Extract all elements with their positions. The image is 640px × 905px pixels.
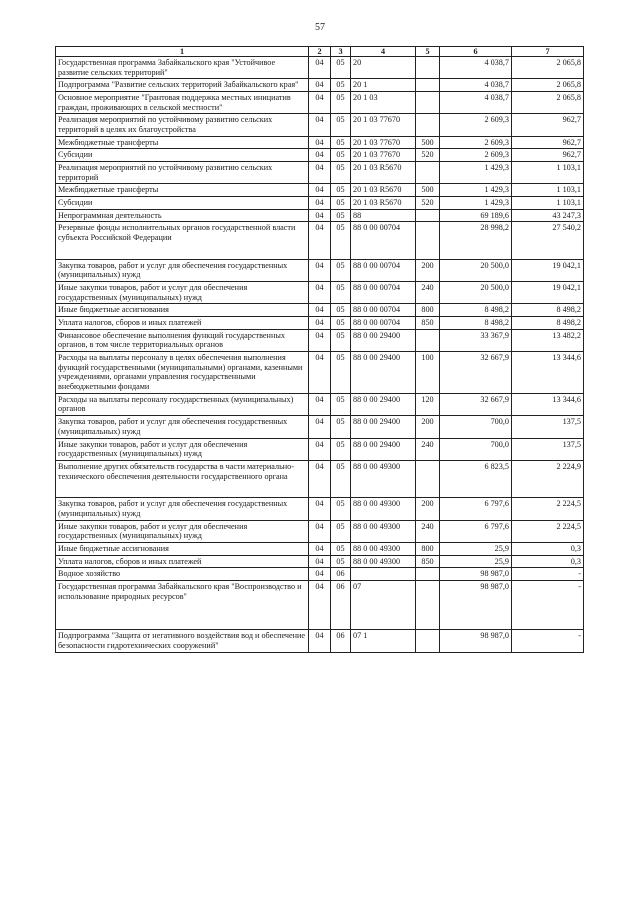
cell-subsection: 05	[331, 460, 351, 497]
table-row	[56, 57, 584, 79]
table-row	[56, 222, 584, 259]
table-row	[56, 162, 584, 184]
cell-name: Реализация мероприятий по устойчивому развитию сельских территорий	[56, 162, 309, 184]
cell-amount-1: 20 500,0	[440, 282, 512, 304]
cell-target-article: 20	[351, 57, 416, 79]
cell-section: 04	[309, 438, 331, 460]
cell-target-article: 88 0 00 00704	[351, 282, 416, 304]
cell-subsection: 05	[331, 329, 351, 351]
cell-expense-type	[416, 57, 440, 79]
table-row	[56, 329, 584, 351]
cell-section: 04	[309, 520, 331, 542]
cell-section: 04	[309, 259, 331, 281]
header-col-2: 2	[309, 47, 331, 57]
cell-amount-2: 8 498,2	[512, 317, 584, 330]
cell-expense-type: 120	[416, 393, 440, 415]
cell-amount-2: 2 065,8	[512, 92, 584, 114]
cell-section: 04	[309, 282, 331, 304]
cell-section: 04	[309, 460, 331, 497]
cell-expense-type	[416, 630, 440, 652]
cell-expense-type: 850	[416, 555, 440, 568]
table-row	[56, 92, 584, 114]
header-row	[56, 47, 584, 57]
table-row	[56, 209, 584, 222]
cell-expense-type: 800	[416, 542, 440, 555]
cell-subsection: 05	[331, 555, 351, 568]
cell-amount-1: 98 987,0	[440, 580, 512, 629]
cell-target-article: 88 0 00 49300	[351, 542, 416, 555]
cell-section: 04	[309, 92, 331, 114]
cell-target-article	[351, 568, 416, 581]
cell-subsection: 05	[331, 520, 351, 542]
cell-target-article: 20 1	[351, 79, 416, 92]
cell-expense-type	[416, 92, 440, 114]
cell-subsection: 05	[331, 393, 351, 415]
cell-name: Закупка товаров, работ и услуг для обеспечения государственных (муниципальных) нужд	[56, 259, 309, 281]
cell-amount-2: 2 065,8	[512, 79, 584, 92]
cell-section: 04	[309, 184, 331, 197]
cell-amount-1: 32 667,9	[440, 393, 512, 415]
cell-name: Закупка товаров, работ и услуг для обеспечения государственных (муниципальных) нужд	[56, 498, 309, 520]
cell-amount-1: 1 429,3	[440, 184, 512, 197]
cell-subsection: 05	[331, 317, 351, 330]
cell-name: Выполнение других обязательств государства в части материально-технического обеспечения деятельности государственного органа	[56, 460, 309, 497]
cell-subsection: 05	[331, 149, 351, 162]
cell-target-article: 88 0 00 00704	[351, 317, 416, 330]
cell-amount-1: 6 797,6	[440, 520, 512, 542]
header-col-1: 1	[56, 47, 309, 57]
cell-expense-type: 100	[416, 352, 440, 394]
cell-subsection: 05	[331, 57, 351, 79]
cell-amount-2: 2 224,5	[512, 520, 584, 542]
cell-amount-2: 2 065,8	[512, 57, 584, 79]
table-row	[56, 317, 584, 330]
cell-amount-2: 19 042,1	[512, 282, 584, 304]
cell-name: Уплата налогов, сборов и иных платежей	[56, 317, 309, 330]
table-row	[56, 542, 584, 555]
cell-expense-type	[416, 114, 440, 136]
cell-amount-2: 137,5	[512, 416, 584, 438]
cell-amount-2: 13 344,6	[512, 352, 584, 394]
cell-expense-type	[416, 79, 440, 92]
cell-section: 04	[309, 393, 331, 415]
cell-target-article: 88 0 00 49300	[351, 555, 416, 568]
cell-amount-2: -	[512, 568, 584, 581]
cell-name: Резервные фонды исполнительных органов государственной власти субъекта Российской Федерации	[56, 222, 309, 259]
cell-amount-1: 700,0	[440, 416, 512, 438]
cell-expense-type	[416, 222, 440, 259]
cell-amount-2: 962,7	[512, 136, 584, 149]
cell-name: Финансовое обеспечение выполнения функций государственных органов, в том числе территориальных органов	[56, 329, 309, 351]
cell-subsection: 05	[331, 282, 351, 304]
cell-section: 04	[309, 580, 331, 629]
cell-name: Иные закупки товаров, работ и услуг для обеспечения государственных (муниципальных) нужд	[56, 282, 309, 304]
cell-subsection: 05	[331, 304, 351, 317]
cell-subsection: 05	[331, 438, 351, 460]
cell-name: Субсидии	[56, 149, 309, 162]
cell-target-article: 20 1 03 77670	[351, 114, 416, 136]
cell-target-article: 88 0 00 29400	[351, 352, 416, 394]
cell-subsection: 05	[331, 222, 351, 259]
cell-section: 04	[309, 542, 331, 555]
cell-amount-2: 0,3	[512, 542, 584, 555]
cell-amount-1: 98 987,0	[440, 568, 512, 581]
cell-expense-type: 200	[416, 498, 440, 520]
cell-amount-1: 4 038,7	[440, 92, 512, 114]
cell-name: Подпрограмма "Развитие сельских территорий Забайкальского края"	[56, 79, 309, 92]
cell-subsection: 05	[331, 114, 351, 136]
cell-name: Подпрограмма "Защита от негативного воздействия вод и обеспечение безопасности гидротехнических сооружений"	[56, 630, 309, 652]
cell-section: 04	[309, 209, 331, 222]
table-row	[56, 352, 584, 394]
cell-section: 04	[309, 162, 331, 184]
cell-subsection: 05	[331, 162, 351, 184]
cell-expense-type	[416, 580, 440, 629]
cell-subsection: 05	[331, 79, 351, 92]
cell-target-article: 88 0 00 29400	[351, 438, 416, 460]
cell-amount-2: 43 247,3	[512, 209, 584, 222]
cell-amount-1: 28 998,2	[440, 222, 512, 259]
cell-amount-2: 13 344,6	[512, 393, 584, 415]
table-row	[56, 149, 584, 162]
table-row	[56, 460, 584, 497]
cell-amount-1: 4 038,7	[440, 79, 512, 92]
cell-expense-type: 500	[416, 184, 440, 197]
cell-target-article: 88 0 00 29400	[351, 329, 416, 351]
cell-expense-type	[416, 209, 440, 222]
cell-expense-type	[416, 568, 440, 581]
cell-amount-1: 1 429,3	[440, 162, 512, 184]
cell-amount-1: 25,9	[440, 555, 512, 568]
cell-name: Иные закупки товаров, работ и услуг для обеспечения государственных (муниципальных) нужд	[56, 438, 309, 460]
cell-expense-type: 200	[416, 259, 440, 281]
cell-subsection: 05	[331, 209, 351, 222]
cell-section: 04	[309, 317, 331, 330]
cell-target-article: 88	[351, 209, 416, 222]
cell-target-article: 88 0 00 49300	[351, 460, 416, 497]
cell-amount-2: 13 482,2	[512, 329, 584, 351]
cell-amount-1: 6 823,5	[440, 460, 512, 497]
cell-amount-2: 2 224,9	[512, 460, 584, 497]
cell-target-article: 88 0 00 00704	[351, 259, 416, 281]
cell-name: Основное мероприятие "Грантовая поддержка местных инициатив граждан, проживающих в сельской местности"	[56, 92, 309, 114]
cell-subsection: 05	[331, 184, 351, 197]
cell-subsection: 05	[331, 136, 351, 149]
cell-expense-type: 850	[416, 317, 440, 330]
cell-amount-1: 4 038,7	[440, 57, 512, 79]
table-row	[56, 568, 584, 581]
cell-section: 04	[309, 149, 331, 162]
table-row	[56, 393, 584, 415]
cell-subsection: 06	[331, 630, 351, 652]
cell-amount-2: -	[512, 580, 584, 629]
cell-name: Иные бюджетные ассигнования	[56, 304, 309, 317]
header-col-4: 4	[351, 47, 416, 57]
cell-subsection: 06	[331, 568, 351, 581]
cell-target-article: 20 1 03	[351, 92, 416, 114]
cell-amount-2: 0,3	[512, 555, 584, 568]
cell-section: 04	[309, 568, 331, 581]
cell-amount-1: 20 500,0	[440, 259, 512, 281]
cell-amount-2: 137,5	[512, 438, 584, 460]
cell-expense-type: 240	[416, 282, 440, 304]
cell-name: Межбюджетные трансферты	[56, 184, 309, 197]
cell-amount-2: 8 498,2	[512, 304, 584, 317]
cell-subsection: 05	[331, 352, 351, 394]
cell-target-article: 07 1	[351, 630, 416, 652]
cell-amount-2: 2 224,5	[512, 498, 584, 520]
cell-subsection: 05	[331, 542, 351, 555]
cell-amount-1: 98 987,0	[440, 630, 512, 652]
cell-amount-1: 32 667,9	[440, 352, 512, 394]
cell-name: Водное хозяйство	[56, 568, 309, 581]
cell-amount-1: 69 189,6	[440, 209, 512, 222]
cell-name: Иные бюджетные ассигнования	[56, 542, 309, 555]
cell-amount-1: 25,9	[440, 542, 512, 555]
cell-expense-type: 520	[416, 149, 440, 162]
cell-section: 04	[309, 57, 331, 79]
cell-amount-1: 8 498,2	[440, 304, 512, 317]
cell-section: 04	[309, 197, 331, 210]
table-row	[56, 416, 584, 438]
cell-subsection: 06	[331, 580, 351, 629]
cell-section: 04	[309, 136, 331, 149]
cell-section: 04	[309, 304, 331, 317]
table-row	[56, 520, 584, 542]
cell-expense-type: 520	[416, 197, 440, 210]
budget-table	[55, 46, 584, 653]
cell-name: Субсидии	[56, 197, 309, 210]
table-row	[56, 630, 584, 652]
cell-target-article: 88 0 00 49300	[351, 498, 416, 520]
cell-amount-1: 2 609,3	[440, 149, 512, 162]
cell-target-article: 20 1 03 R5670	[351, 162, 416, 184]
cell-subsection: 05	[331, 498, 351, 520]
cell-section: 04	[309, 630, 331, 652]
cell-expense-type	[416, 329, 440, 351]
cell-amount-2: -	[512, 630, 584, 652]
table-row	[56, 498, 584, 520]
cell-target-article: 88 0 00 00704	[351, 304, 416, 317]
cell-expense-type: 800	[416, 304, 440, 317]
cell-target-article: 88 0 00 29400	[351, 416, 416, 438]
cell-amount-1: 2 609,3	[440, 136, 512, 149]
cell-expense-type	[416, 162, 440, 184]
cell-amount-2: 1 103,1	[512, 162, 584, 184]
cell-amount-2: 19 042,1	[512, 259, 584, 281]
table-row	[56, 282, 584, 304]
table-row	[56, 438, 584, 460]
cell-name: Уплата налогов, сборов и иных платежей	[56, 555, 309, 568]
cell-section: 04	[309, 114, 331, 136]
table-row	[56, 304, 584, 317]
table-row	[56, 136, 584, 149]
cell-target-article: 88 0 00 29400	[351, 393, 416, 415]
cell-amount-2: 962,7	[512, 114, 584, 136]
cell-amount-1: 2 609,3	[440, 114, 512, 136]
cell-name: Закупка товаров, работ и услуг для обеспечения государственных (муниципальных) нужд	[56, 416, 309, 438]
cell-subsection: 05	[331, 416, 351, 438]
table-row	[56, 79, 584, 92]
cell-expense-type	[416, 460, 440, 497]
cell-name: Межбюджетные трансферты	[56, 136, 309, 149]
cell-target-article: 20 1 03 R5670	[351, 184, 416, 197]
table-body	[56, 57, 584, 653]
cell-expense-type: 240	[416, 438, 440, 460]
cell-subsection: 05	[331, 259, 351, 281]
cell-name: Иные закупки товаров, работ и услуг для обеспечения государственных (муниципальных) нужд	[56, 520, 309, 542]
cell-name: Государственная программа Забайкальского края "Воспроизводство и использование природных ресурсов"	[56, 580, 309, 629]
header-col-7: 7	[512, 47, 584, 57]
header-col-5: 5	[416, 47, 440, 57]
cell-amount-2: 1 103,1	[512, 184, 584, 197]
cell-target-article: 20 1 03 77670	[351, 136, 416, 149]
cell-expense-type: 240	[416, 520, 440, 542]
table-row	[56, 580, 584, 629]
page-number: 57	[315, 22, 325, 33]
cell-target-article: 20 1 03 R5670	[351, 197, 416, 210]
table-row	[56, 555, 584, 568]
cell-amount-1: 8 498,2	[440, 317, 512, 330]
cell-section: 04	[309, 555, 331, 568]
cell-section: 04	[309, 222, 331, 259]
cell-subsection: 05	[331, 92, 351, 114]
cell-target-article: 88 0 00 49300	[351, 520, 416, 542]
cell-name: Государственная программа Забайкальского края "Устойчивое развитие сельских территорий"	[56, 57, 309, 79]
header-col-6: 6	[440, 47, 512, 57]
cell-amount-2: 27 540,2	[512, 222, 584, 259]
cell-section: 04	[309, 352, 331, 394]
table-row	[56, 259, 584, 281]
header-col-3: 3	[331, 47, 351, 57]
table-row	[56, 114, 584, 136]
cell-section: 04	[309, 329, 331, 351]
cell-subsection: 05	[331, 197, 351, 210]
cell-section: 04	[309, 498, 331, 520]
cell-amount-1: 700,0	[440, 438, 512, 460]
cell-name: Расходы на выплаты персоналу государственных (муниципальных) органов	[56, 393, 309, 415]
cell-target-article: 20 1 03 77670	[351, 149, 416, 162]
cell-amount-1: 1 429,3	[440, 197, 512, 210]
table-row	[56, 197, 584, 210]
cell-amount-2: 1 103,1	[512, 197, 584, 210]
cell-expense-type: 500	[416, 136, 440, 149]
cell-target-article: 07	[351, 580, 416, 629]
cell-name: Реализация мероприятий по устойчивому развитию сельских территорий в целях их благоустройства	[56, 114, 309, 136]
cell-section: 04	[309, 416, 331, 438]
cell-target-article: 88 0 00 00704	[351, 222, 416, 259]
cell-amount-1: 6 797,6	[440, 498, 512, 520]
cell-amount-1: 33 367,9	[440, 329, 512, 351]
cell-name: Непрограммная деятельность	[56, 209, 309, 222]
table-row	[56, 184, 584, 197]
cell-name: Расходы на выплаты персоналу в целях обеспечения выполнения функций государственными (муниципальными) органами, казенными учреждениями, органами управления государственными внебюджетными фондами	[56, 352, 309, 394]
cell-expense-type: 200	[416, 416, 440, 438]
cell-amount-2: 962,7	[512, 149, 584, 162]
cell-section: 04	[309, 79, 331, 92]
